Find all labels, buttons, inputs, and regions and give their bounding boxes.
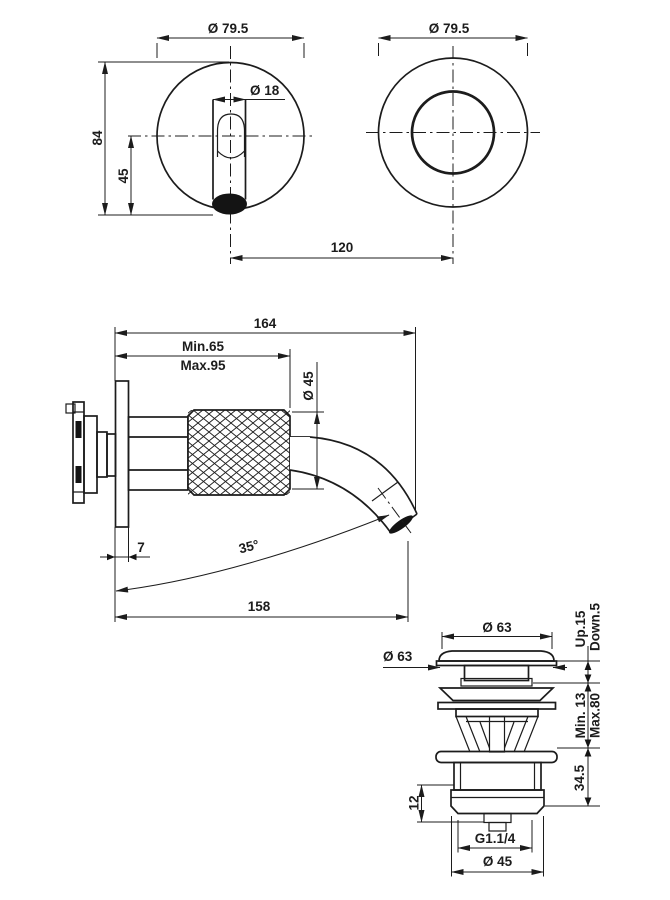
knurled-collar: [188, 410, 290, 495]
valve-back-plate: [73, 402, 84, 503]
dim-label-travel-down: Down.5: [587, 602, 603, 652]
dim-label-thread-size: G1.1/4: [474, 831, 516, 846]
drain-flange-plate: [438, 703, 556, 710]
spout-outlet: [212, 194, 247, 215]
valve-body: [84, 416, 97, 493]
drain-thread-ring: [451, 790, 544, 814]
dim-label-lower-height: 34.5: [572, 764, 587, 792]
drain-tail-tip: [489, 823, 506, 832]
drain-bottom-flange: [436, 752, 557, 763]
dim-label-cap-diameter: Ø 63: [482, 620, 512, 635]
view-front-handle: [366, 21, 540, 264]
dim-label-tail-diameter: Ø 45: [482, 854, 513, 869]
view-drain: [383, 603, 603, 877]
valve-seal-hatch: [76, 466, 82, 483]
view-side-spout: [66, 316, 417, 622]
drain-cap: [439, 651, 554, 661]
dim-label-spout-diameter: Ø 18: [250, 83, 280, 98]
dim-label-deck-max: Max.80: [587, 692, 603, 739]
drain-stem-ring: [461, 679, 532, 687]
dim-label-spout-drop: 45: [116, 168, 131, 184]
valve-seal-hatch: [76, 421, 82, 438]
dim-label-plate-thickness: 7: [137, 540, 145, 555]
dim-label-spout-reach: 158: [247, 599, 271, 614]
dim-label-front-plate-diameter: Ø 79.5: [207, 21, 249, 36]
dim-label-thread-length: 12: [406, 795, 422, 811]
drain-body: [454, 763, 541, 791]
dim-label-overall-depth: 164: [253, 316, 277, 331]
dim-label-wall-max: Max.95: [180, 358, 226, 373]
drain-spider-arms: [480, 722, 514, 748]
valve-ring: [107, 434, 116, 476]
drain-flange-cone: [440, 688, 553, 701]
dim-center-distance: [231, 240, 454, 258]
dim-label-travel-up: Up.15: [573, 610, 588, 648]
valve-collar: [97, 432, 107, 477]
wall-plate: [116, 381, 129, 527]
dim-label-collar-diameter: Ø 45: [301, 371, 316, 401]
view-front-spout: [90, 21, 316, 264]
drain-spider-bar: [456, 709, 538, 717]
spout-sleeve: [129, 417, 189, 490]
drain-tail-nub: [484, 814, 511, 823]
dim-label-handle-plate-diameter: Ø 79.5: [428, 21, 470, 36]
dim-label-flange-diameter: Ø 63: [383, 649, 413, 664]
dim-label-center-distance: 120: [330, 240, 354, 255]
dim-label-spout-angle: 35°: [237, 536, 261, 557]
dim-label-wall-min: Min.65: [181, 339, 225, 354]
dim-label-overall-height: 84: [90, 130, 105, 146]
dim-label-deck-min: Min. 13: [573, 692, 588, 739]
